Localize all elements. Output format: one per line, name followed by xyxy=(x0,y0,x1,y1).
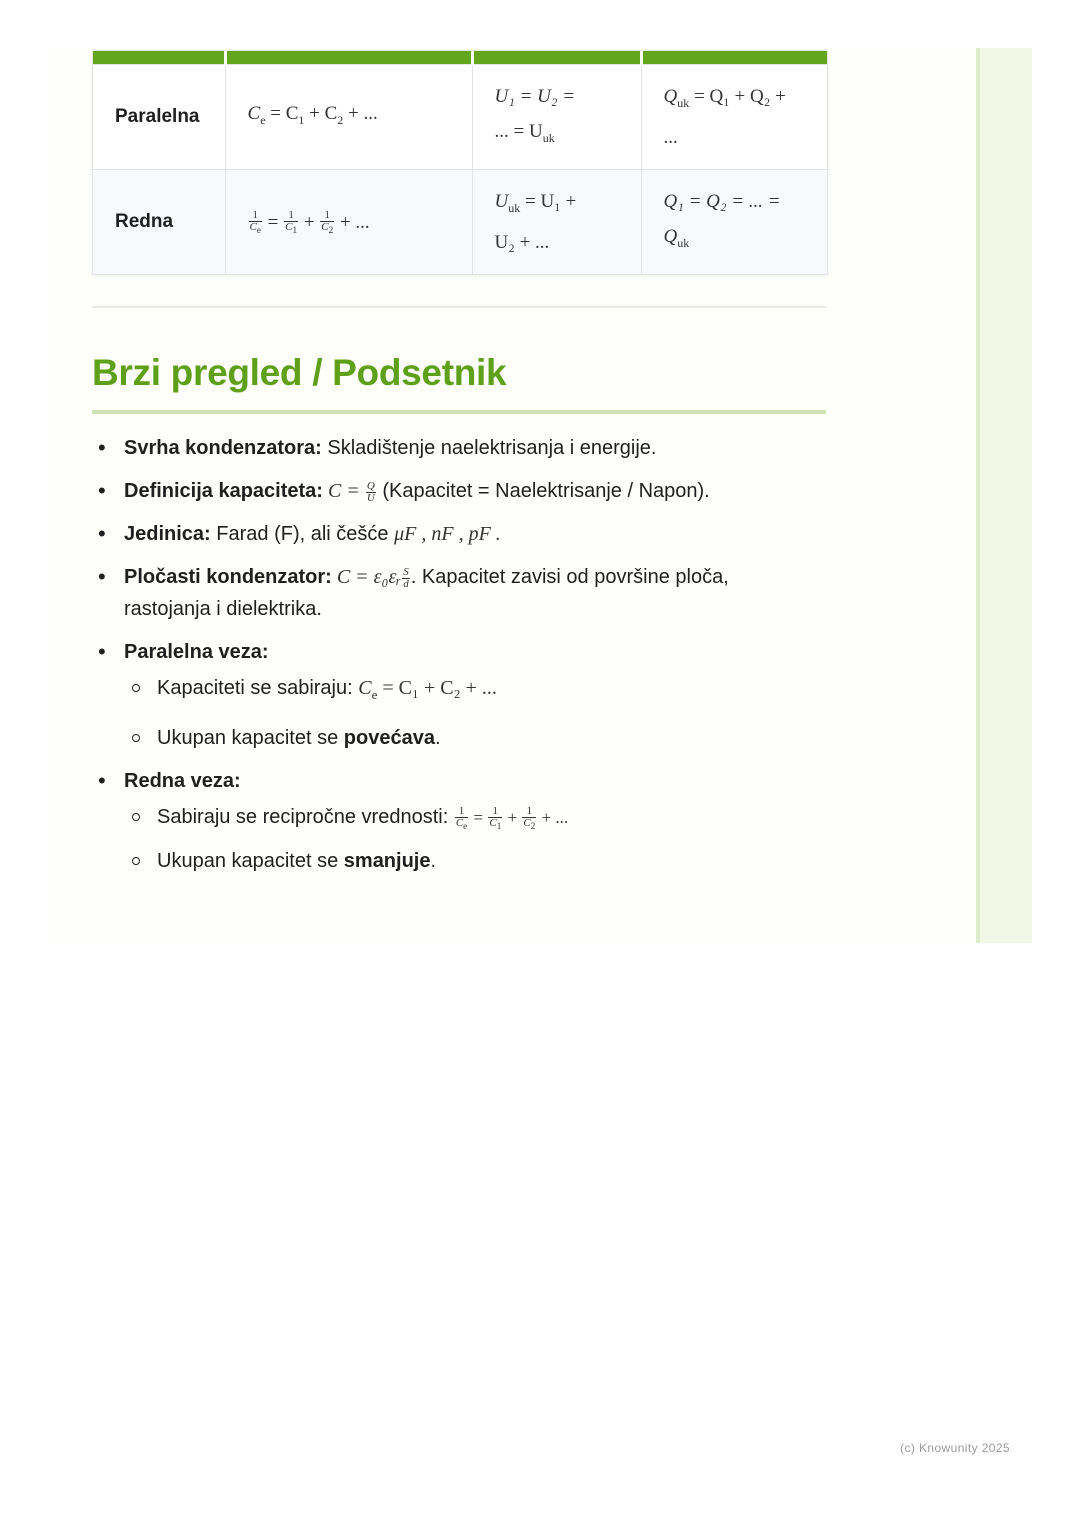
row-name: Redna xyxy=(115,211,174,232)
table-header-row xyxy=(93,51,827,65)
voltage-formula: $U_{uk} = U_1$ + U₂ + ... xyxy=(494,190,577,254)
list-item-parallel: • Paralelna veza: Kapaciteti se sabiraju: $C_e = C_1 + C_2$ + ... Ukupan kapacitet se povećava. xyxy=(96,636,796,754)
sublist-item: Ukupan kapacitet se povećava. xyxy=(124,722,796,754)
table-row-parallel xyxy=(93,65,827,170)
section-divider xyxy=(92,306,826,308)
row-name: Paralelna xyxy=(115,106,200,127)
charge-formula: $Q_{uk} = Q_1 + Q_2$ + ... xyxy=(663,85,786,149)
table-header-cell xyxy=(641,51,827,65)
list-item-purpose: • Svrha kondenzatora: Skladištenje naelektrisanja i energije. xyxy=(96,432,796,464)
capacitance-cell xyxy=(225,65,472,170)
charge-formula: Q₁ = Q₂ = ... = $Q_{uk}$ xyxy=(663,190,781,250)
summary-list xyxy=(96,432,796,888)
table-row-series xyxy=(93,170,827,275)
row-name-cell xyxy=(93,65,225,170)
sublist-item: Sabiraju se recipročne vrednosti: $\frac{1}{C_e}$ = $\frac{1}{C_1}$ + $\frac{1}{C_2}$ + ... xyxy=(124,801,796,834)
voltage-cell xyxy=(472,65,641,170)
series-sublist xyxy=(124,801,796,877)
table-header-cell xyxy=(225,51,472,65)
list-item-unit: • Jedinica: Farad (F), ali češće μF , nF , pF . xyxy=(96,518,796,550)
voltage-cell xyxy=(472,170,641,275)
row-name-cell xyxy=(93,170,225,275)
table-header-cell xyxy=(472,51,641,65)
charge-cell xyxy=(641,170,827,275)
sublist-item: Kapaciteti se sabiraju: $C_e = C_1 + C_2$ + ... xyxy=(124,672,796,711)
side-margin-strip xyxy=(976,48,1032,943)
list-item-plate-capacitor: • Pločasti kondenzator: C = ε₀εᵣ $\frac{S}{d}$ . Kapacitet zavisi od površine ploča, rastojanja i dielektrika. xyxy=(96,561,796,625)
capacitance-cell xyxy=(225,170,472,275)
sublist-item: Ukupan kapacitet se smanjuje. xyxy=(124,845,796,877)
list-item-definition: • Definicija kapaciteta: C = $\frac{Q}{U}$ (Kapacitet = Naelektrisanje / Napon). xyxy=(96,475,796,507)
heading-underline xyxy=(92,410,826,414)
section-heading: Brzi pregled / Podsetnik xyxy=(92,352,507,393)
voltage-formula: U₁ = U₂ = ... = $U_{uk}$ xyxy=(494,85,576,145)
parallel-sublist xyxy=(124,672,796,754)
copyright-footer: (c) Knowunity 2025 xyxy=(900,1441,1010,1455)
table-header-cell xyxy=(93,51,225,65)
capacitance-formula: $\frac{1}{C_e}$ = $\frac{1}{C_1}$ + $\frac{1}{C_2}$ + ... xyxy=(249,209,370,236)
charge-cell xyxy=(641,65,827,170)
list-item-series: • Redna veza: Sabiraju se recipročne vrednosti: $\frac{1}{C_e}$ = $\frac{1}{C_1}$ + $\frac{1}{C_2}$ + ... Ukupan kapacitet se smanjuje. xyxy=(96,765,796,877)
capacitance-formula: $C_e = C_1 + C_2$ + ... xyxy=(247,103,378,127)
connection-table xyxy=(92,50,828,275)
